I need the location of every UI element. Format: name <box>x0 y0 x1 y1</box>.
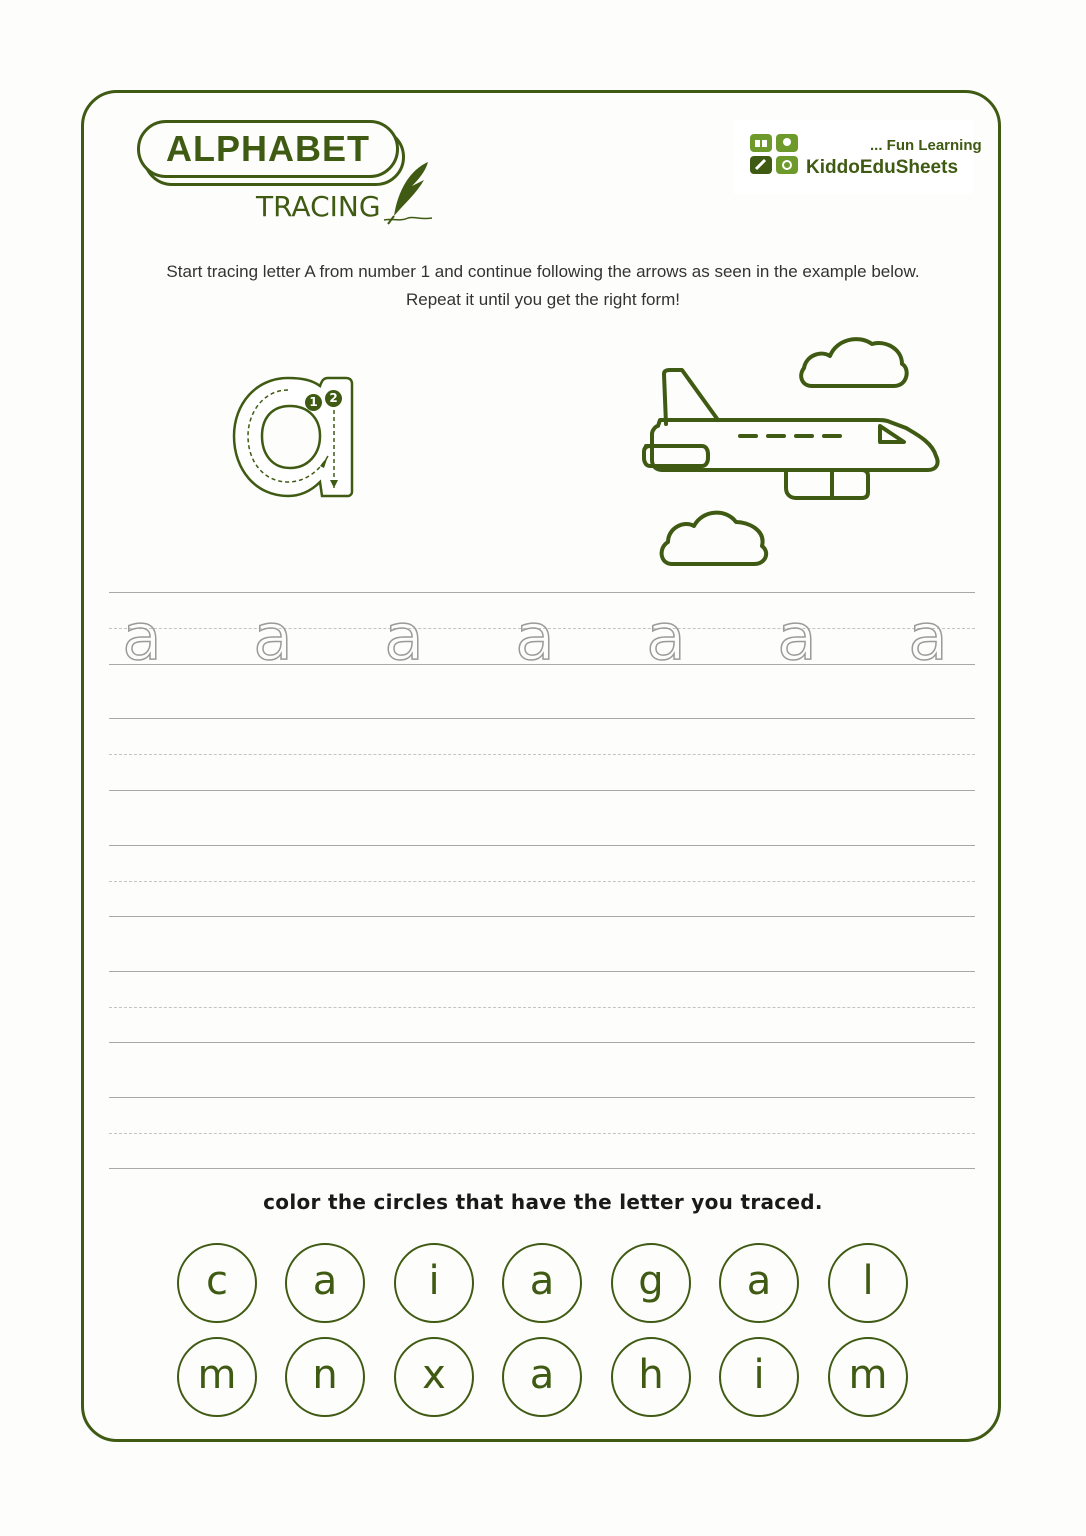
practice-line-top <box>109 718 975 719</box>
airplane-illustration <box>636 330 946 575</box>
instruction-line-1: Start tracing letter A from number 1 and continue following the arrows as seen in the example below. <box>166 262 920 281</box>
letter-circle[interactable]: c <box>177 1243 257 1323</box>
logo-grid-icon <box>750 134 804 178</box>
guide-line-top <box>109 592 975 593</box>
letter-circle[interactable]: a <box>502 1243 582 1323</box>
practice-line-top <box>109 971 975 972</box>
trace-letter[interactable]: a <box>384 601 424 675</box>
circle-task-prompt: color the circles that have the letter you traced. <box>263 1190 823 1214</box>
trace-letter[interactable]: a <box>646 601 686 675</box>
practice-line-mid <box>109 1133 975 1134</box>
trace-letter[interactable]: a <box>777 601 817 675</box>
letter-circle[interactable]: m <box>177 1337 257 1417</box>
practice-line-mid <box>109 881 975 882</box>
trace-letter[interactable]: a <box>122 601 162 675</box>
logo-tagline: ... Fun Learning <box>870 137 982 154</box>
logo-name: KiddoEduSheets <box>806 157 959 178</box>
step-1-badge: 1 <box>305 394 322 411</box>
practice-line-mid <box>109 1007 975 1008</box>
page-subtitle: TRACING <box>256 190 381 223</box>
letter-circle[interactable]: i <box>719 1337 799 1417</box>
trace-letter[interactable]: a <box>253 601 293 675</box>
practice-line-top <box>109 1097 975 1098</box>
trace-letter[interactable]: a <box>515 601 555 675</box>
trace-letter[interactable]: a <box>908 601 948 675</box>
letter-circle[interactable]: i <box>394 1243 474 1323</box>
letter-circle[interactable]: n <box>285 1337 365 1417</box>
practice-line-top <box>109 845 975 846</box>
practice-line-base[interactable] <box>109 1168 975 1169</box>
practice-line-base[interactable] <box>109 916 975 917</box>
letter-circle[interactable]: a <box>285 1243 365 1323</box>
letter-circle[interactable]: l <box>828 1243 908 1323</box>
feather-quill-icon <box>380 160 440 230</box>
practice-line-mid <box>109 754 975 755</box>
step-2-badge: 2 <box>325 390 342 407</box>
practice-line-base[interactable] <box>109 1042 975 1043</box>
letter-circle[interactable]: x <box>394 1337 474 1417</box>
letter-circle[interactable]: a <box>502 1337 582 1417</box>
letter-circle[interactable]: a <box>719 1243 799 1323</box>
page-title: ALPHABET <box>137 120 399 178</box>
cloud-icon <box>801 339 906 386</box>
letter-circle[interactable]: h <box>611 1337 691 1417</box>
cloud-icon <box>662 513 767 564</box>
instruction-line-2: Repeat it until you get the right form! <box>405 290 681 309</box>
letter-circle[interactable]: g <box>611 1243 691 1323</box>
practice-line-base[interactable] <box>109 790 975 791</box>
letter-circle[interactable]: m <box>828 1337 908 1417</box>
